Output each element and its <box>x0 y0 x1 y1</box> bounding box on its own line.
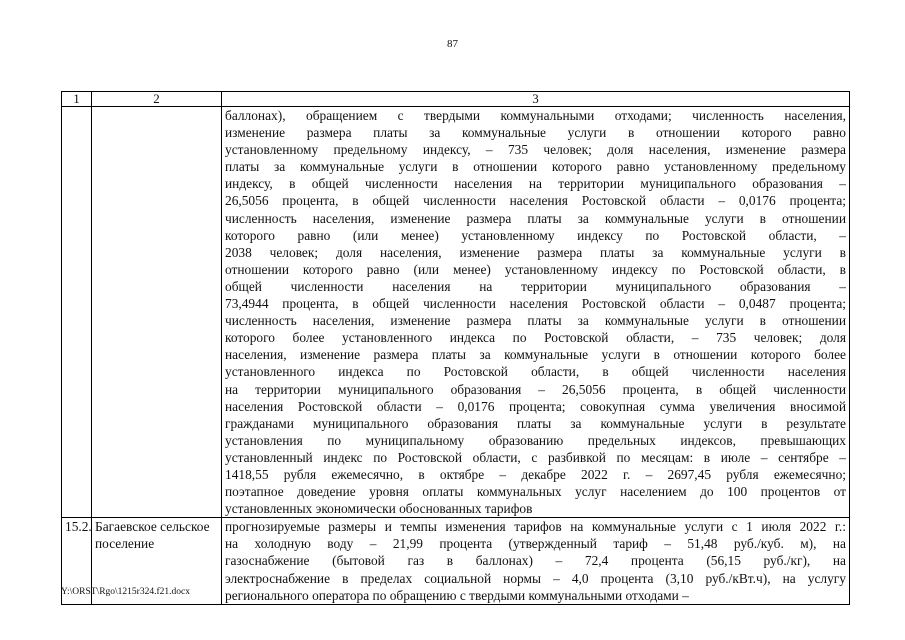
row-number-cell <box>62 107 92 518</box>
text-line: электроснабжение в пределах социальной нормы – 4,0 процента (3,10 руб./кВт.ч), на услугу <box>225 570 846 586</box>
header-col-2: 2 <box>92 92 222 107</box>
text-line: платы за коммунальные услуги в отношении которого равно установленному предельному <box>225 159 846 175</box>
text-line: которого равно (или менее) установленному индексу по Ростовской области, – <box>225 227 846 243</box>
file-path-footer: Y:\ORST\Rgo\1215r324.f21.docx <box>61 587 190 597</box>
text-line: установления по муниципальному образованию предельных индексов, превышающих <box>225 432 846 448</box>
text-line: поэтапное доведение уровня оплаты коммунальных услуг населением до 100 процентов от <box>225 484 846 500</box>
table-row-continued <box>62 107 850 518</box>
text-line: населения, изменение размера платы за коммунальные услуги в отношении которого более <box>225 347 846 363</box>
text-line: гражданами муниципального образования платы за коммунальные услуги в результате <box>225 415 846 431</box>
page-number: 87 <box>447 38 458 50</box>
text-line: установленного индекса по Ростовской области, в общей численности населения <box>225 364 846 380</box>
document-table <box>61 91 850 605</box>
text-line: баллонах), обращением с твердыми коммунальными отходами; численность населения, <box>225 108 846 123</box>
table-header-row <box>62 92 850 107</box>
text-line: регионального оператора по обращению с твердыми коммунальными отходами – <box>225 587 689 603</box>
row-text-cell <box>222 107 850 518</box>
text-line: населения Ростовской области – 0,0176 процента; совокупная сумма увеличения вносимой <box>225 398 846 414</box>
text-line: численность населения, изменение размера платы за коммунальные услуги в отношении <box>225 313 846 329</box>
header-col-1: 1 <box>62 92 92 107</box>
text-line: отношении которого равно (или менее) установленному индексу по Ростовской области, в <box>225 261 846 277</box>
text-line: численность населения, изменение размера платы за коммунальные услуги в отношении <box>225 210 846 226</box>
text-line: на территории муниципального образования – 26,5056 процента, в общей численности <box>225 381 846 397</box>
text-line: прогнозируемые размеры и темпы изменения тарифов на коммунальные услуги с 1 июля 2022 г.: <box>225 519 846 535</box>
text-line: 26,5056 процента, в общей численности населения Ростовской области – 0,0176 процента; <box>225 193 846 209</box>
row-number: 15.2. <box>65 519 92 535</box>
text-line: Багаевское сельское <box>95 519 210 535</box>
text-line: изменение размера платы за коммунальные услуги в отношении которого равно <box>225 125 846 141</box>
text-line: установленных экономически обоснованных тарифов <box>225 501 533 517</box>
header-col-3: 3 <box>222 92 850 107</box>
text-line: установленному предельному индексу, – 735 человек; доля населения, изменение размера <box>225 142 846 158</box>
text-line: установленный индекс по Ростовской области, с разбивкой по месяцам: в июле – сентябре – <box>225 449 846 465</box>
text-line: 2038 человек; доля населения, изменение размера платы за коммунальные услуги в <box>225 244 846 260</box>
text-line: 1418,55 рубля ежемесячно, в октябре – декабре 2022 г. – 2697,45 рубля ежемесячно; <box>225 466 846 482</box>
text-line: общей численности населения на территории муниципального образования – <box>225 278 846 294</box>
text-line: газоснабжение (бытовой газ в баллонах) – 72,4 процента (56,15 руб./кг), на <box>225 553 846 569</box>
text-line: на холодную воду – 21,99 процента (утвержденный тариф – 51,48 руб./куб. м), на <box>225 536 846 552</box>
text-line: которого более установленного индекса по Ростовской области, – 735 человек; доля <box>225 330 846 346</box>
row-text-cell <box>222 518 850 604</box>
row-name-cell <box>92 107 222 518</box>
text-line: поселение <box>95 536 155 552</box>
text-line: 73,4944 процента, в общей численности населения Ростовской области – 0,0487 процента; <box>225 296 846 312</box>
text-line: индексу, в общей численности населения на территории муниципального образования – <box>225 176 846 192</box>
